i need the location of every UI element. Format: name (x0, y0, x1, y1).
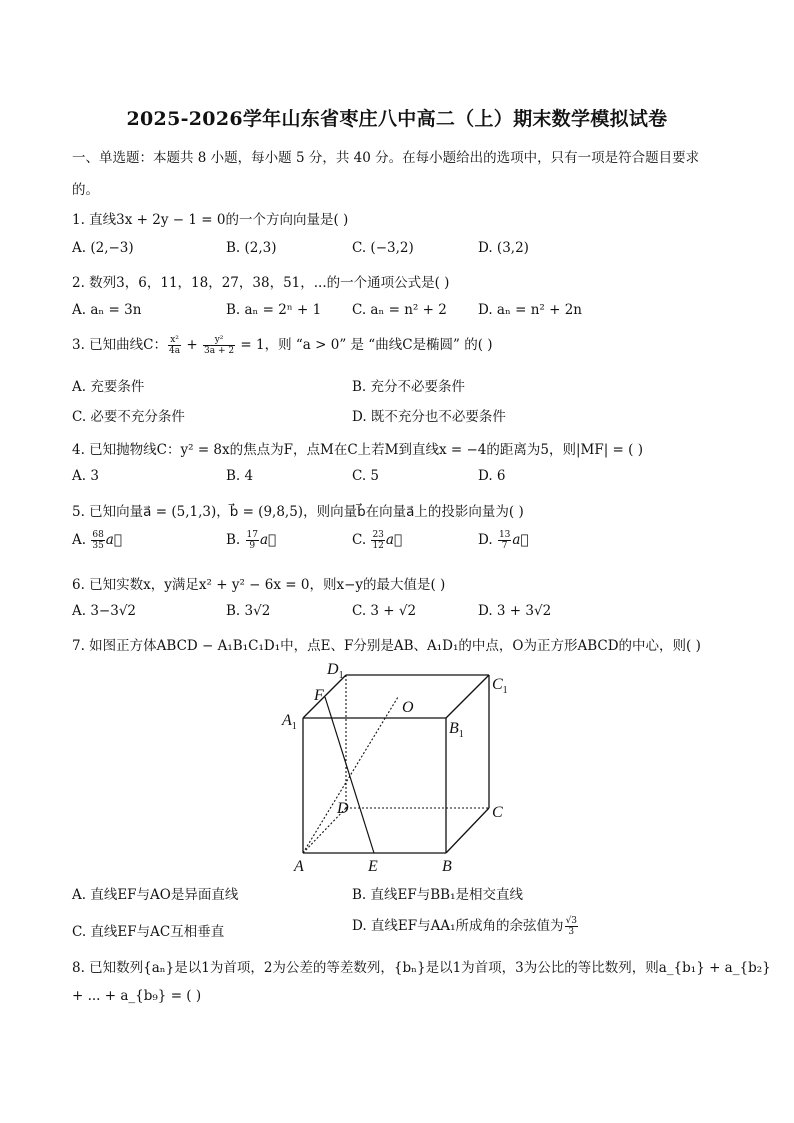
question-6-option-d: D. 3 + 3√2 (478, 603, 552, 619)
question-3-option-b: B. 充分不必要条件 (352, 379, 466, 395)
question-4-stem: 4. 已知抛物线C：y² = 8x的焦点为F，点M在C上若M到直线x = −4的距离为5，则|MF| = ( ) (72, 442, 643, 458)
label-a1: $A_1$ (282, 712, 297, 732)
question-1-stem: 1. 直线3x + 2y − 1 = 0的一个方向向量是( ) (72, 212, 349, 228)
question-7-option-d: D. 直线EF与AA₁所成角的余弦值为 $\frac{√3}{3}$ (352, 916, 578, 937)
label-d: D (337, 800, 349, 817)
edge-a1-d1 (303, 675, 346, 718)
question-8-stem: 8. 已知数列{aₙ}是以1为首项，2为公差的等差数列，{bₙ}是以1为首项，3为公比的等比数列，则a_{b₁} + a_{b₂} (72, 960, 771, 976)
question-4-option-b: B. 4 (226, 468, 254, 484)
question-7-option-b: B. 直线EF与BB₁是相交直线 (352, 887, 523, 903)
question-3-stem-prefix: 3. 已知曲线C： (72, 337, 168, 353)
question-4-option-d: D. 6 (478, 468, 506, 484)
page-title: 2025-2026学年山东省枣庄八中高二（上）期末数学模拟试卷 (126, 108, 668, 130)
question-7-option-c: C. 直线EF与AC互相垂直 (72, 924, 225, 940)
question-5-option-d: D. $\frac{13}{7}$ a⃗ (478, 530, 529, 551)
question-3-option-a: A. 充要条件 (72, 379, 145, 395)
question-5-option-c: C. $\frac{23}{12}$ a⃗ (352, 530, 403, 551)
question-2-option-a: A. aₙ = 3n (72, 302, 142, 318)
question-7-stem: 7. 如图正方体ABCD − A₁B₁C₁D₁中，点E、F分别是AB、A₁D₁的中点，O为正方形ABCD的中心，则( ) (72, 638, 701, 654)
question-2-option-d: D. aₙ = n² + 2n (478, 302, 582, 318)
section-heading: 一、单选题：本题共 8 小题，每小题 5 分，共 40 分。在每小题给出的选项中，只有一项是符合题目要求 (72, 150, 700, 166)
question-1-option-d: D. (3,2) (478, 240, 529, 256)
question-1-option-a: A. (2,−3) (72, 240, 134, 256)
label-f: F (314, 687, 324, 704)
question-3-stem-suffix: = 1，则 “a > 0” 是 “曲线C是椭圆” 的( ) (240, 337, 493, 353)
question-4-option-a: A. 3 (72, 468, 99, 484)
label-c1: $C_1$ (492, 676, 508, 696)
label-b1: $B_1$ (449, 720, 464, 740)
cube-figure (270, 655, 530, 875)
question-2-stem: 2. 数列3，6，11，18，27，38，51，...的一个通项公式是( ) (72, 275, 450, 291)
label-e: E (368, 858, 378, 875)
question-4-option-c: C. 5 (352, 468, 380, 484)
question-3-fraction-1: $\frac{\text{x²}}{4a}$ (169, 335, 181, 356)
line-ef (325, 697, 374, 853)
question-6-option-c: C. 3 + √2 (352, 603, 417, 619)
question-3-option-d: D. 既不充分也不必要条件 (352, 409, 506, 425)
question-6-option-b: B. 3√2 (226, 603, 271, 619)
question-8-stem-cont: + ... + a_{b₉} = ( ) (72, 988, 202, 1004)
question-6-option-a: A. 3−3√2 (72, 603, 137, 619)
section-heading-cont: 的。 (72, 182, 99, 198)
question-5-option-a: A. $\frac{68}{35}$ a⃗ (72, 530, 122, 551)
question-2-option-b: B. aₙ = 2ⁿ + 1 (226, 302, 322, 318)
question-6-stem: 6. 已知实数x，y满足x² + y² − 6x = 0，则x−y的最大值是( ) (72, 577, 446, 593)
hidden-line-a-o (303, 697, 398, 853)
question-5-stem: 5. 已知向量a⃗ = (5,1,3)，b⃗ = (9,8,5)，则向量b⃗在向量a⃗上的投影向量为( ) (72, 504, 524, 520)
question-5-option-b: B. $\frac{17}{9}$ a⃗ (226, 530, 277, 551)
question-7-option-a: A. 直线EF与AO是异面直线 (72, 887, 239, 903)
label-a: A (294, 858, 304, 875)
question-3-stem: 3. 已知曲线C： $\frac{\text{x²}}{4a}$ + $\frac{\text{y²}}{3a + 2}$ = 1，则 “a > 0” 是 “曲线C是椭圆” 的( ) (72, 335, 493, 356)
question-1-option-c: C. (−3,2) (352, 240, 414, 256)
question-1-option-b: B. (2,3) (226, 240, 277, 256)
label-c: C (492, 804, 503, 821)
question-2-option-c: C. aₙ = n² + 2 (352, 302, 447, 318)
label-d1: $D_1$ (327, 661, 344, 681)
edge-b1-c1 (446, 675, 489, 718)
label-o: O (402, 699, 414, 716)
question-3-option-c: C. 必要不充分条件 (72, 409, 185, 425)
label-b: B (442, 858, 452, 875)
edge-b-c (446, 808, 489, 853)
question-3-fraction-2: $\frac{\text{y²}}{3a + 2}$ (204, 335, 235, 356)
